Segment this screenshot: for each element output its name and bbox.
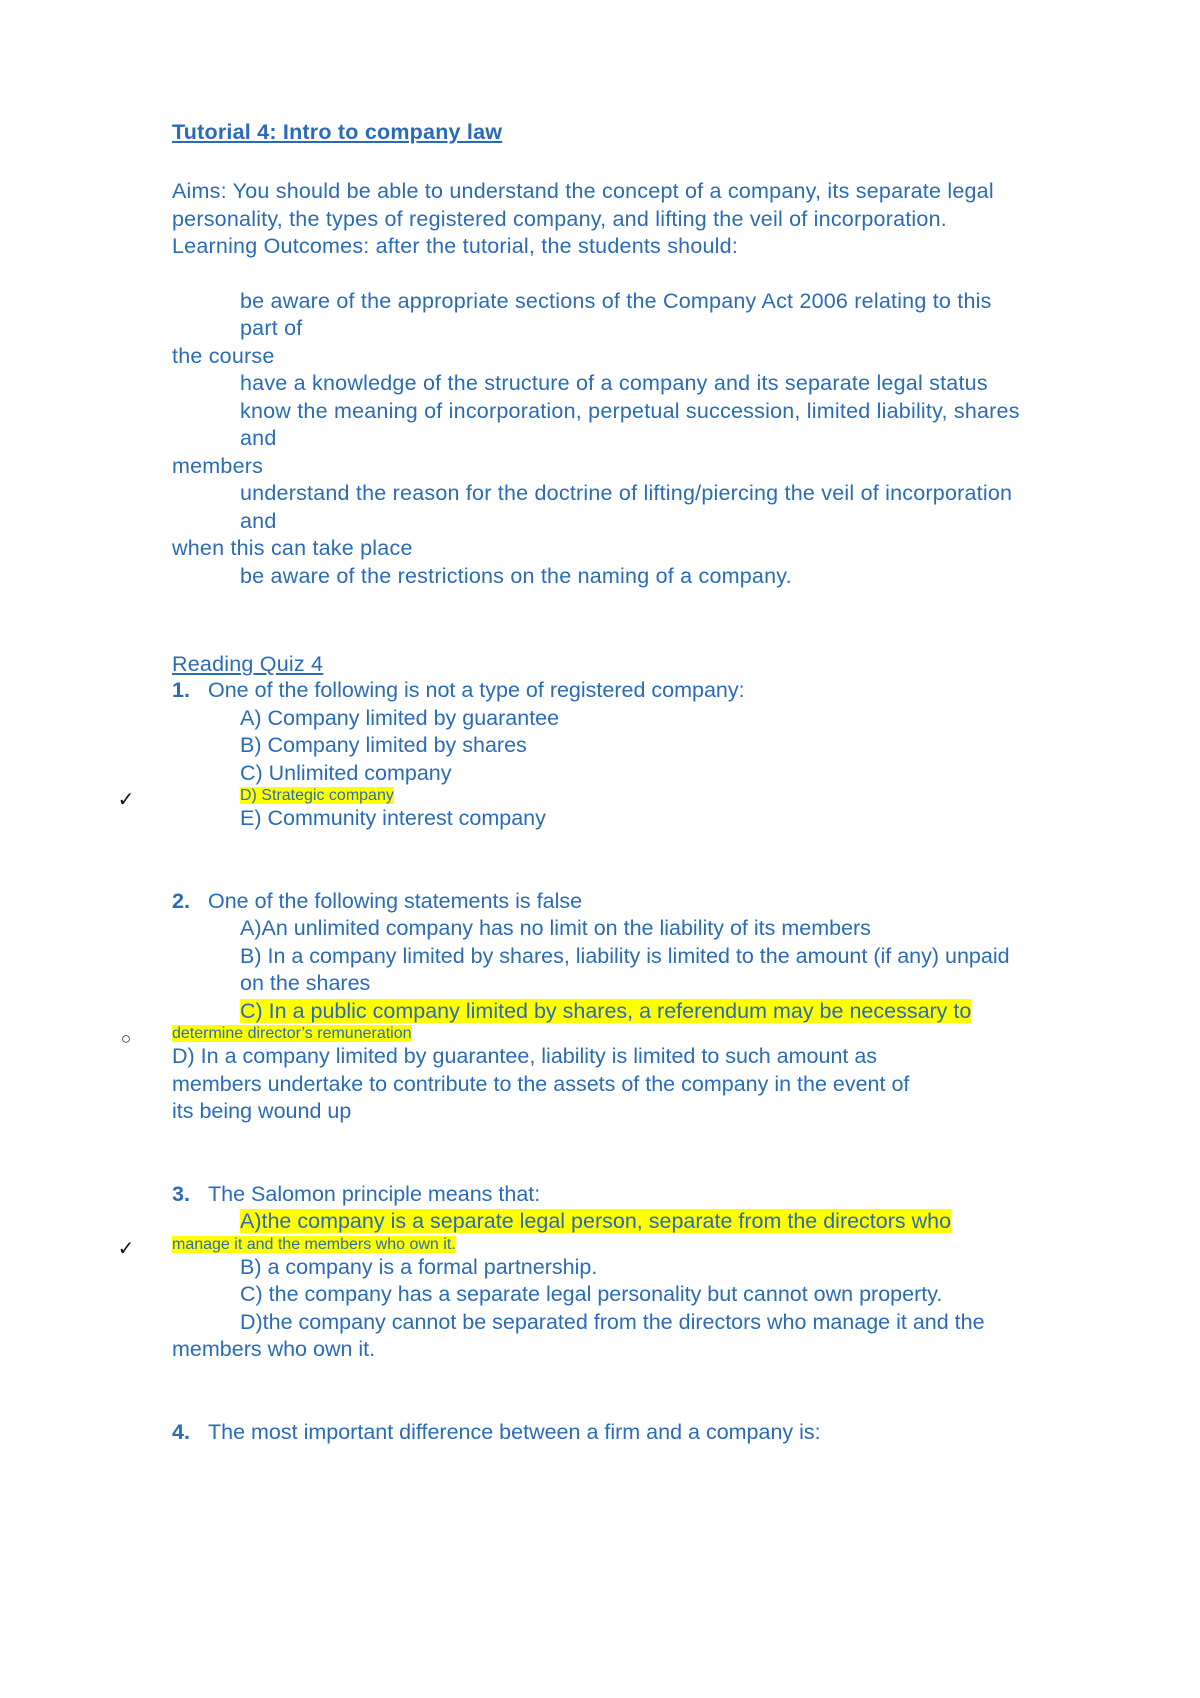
question-2-option-d-line-3: its being wound up (172, 1099, 352, 1123)
question-3-option-a-label: A)the company is a separate legal person, separate from the directors who (240, 1209, 952, 1233)
aims-paragraph (172, 178, 1050, 261)
question-1 (172, 677, 1050, 705)
learning-outcomes-list (172, 288, 1050, 591)
question-2-option-c-line-1 (240, 998, 1050, 1026)
question-1-option-a: A) Company limited by guarantee (240, 705, 560, 730)
reading-quiz-heading: Reading Quiz 4 (172, 652, 324, 676)
outcome-1-line-3: the course (172, 343, 275, 368)
check-icon: ✓ (117, 1237, 135, 1260)
question-1-option-d (117, 787, 1050, 811)
question-2-option-a: A)An unlimited company has no limit on the liability of its members (240, 916, 871, 940)
spacer (172, 1126, 1050, 1181)
question-3-prompt: The Salomon principle means that: (208, 1181, 541, 1206)
question-2-option-b-line-2: on the shares (240, 971, 371, 995)
question-3-option-a-line-2 (117, 1235, 1050, 1260)
check-icon: ✓ (117, 789, 135, 811)
outcome-2-line-1: have a knowledge of the structure of a company and its separate legal status (240, 371, 988, 395)
outcome-4-line-2: and (240, 508, 277, 533)
spacer (172, 590, 1050, 652)
question-2-option-b-line-1: B) In a company limited by shares, liability is limited to the amount (if any) unpaid (240, 943, 1010, 968)
outcome-4-line-1: understand the reason for the doctrine of lifting/piercing the veil of incorporation (240, 481, 1013, 505)
outcome-3-line-2: and (240, 426, 277, 450)
question-3-option-a-label-cont: manage it and the members who own it. (172, 1235, 456, 1253)
question-2-option-d-line-1: D) In a company limited by guarantee, liability is limited to such amount as (172, 1044, 878, 1068)
question-4-prompt: The most important difference between a firm and a company is: (208, 1419, 821, 1444)
question-1-option-d-label: D) Strategic company (240, 787, 394, 804)
question-1-prompt: One of the following is not a type of registered company: (208, 678, 745, 702)
question-3-option-c: C) the company has a separate legal personality but cannot own property. (240, 1282, 943, 1306)
spacer (172, 261, 1050, 288)
question-3-number: 3. (172, 1181, 190, 1206)
question-4-number: 4. (172, 1419, 190, 1444)
question-3-option-b: B) a company is a formal partnership. (240, 1254, 598, 1279)
outcome-1-line-1: be aware of the appropriate sections of the Company Act 2006 relating to this (240, 288, 992, 313)
question-1-option-b: B) Company limited by shares (240, 733, 527, 757)
outcome-4-line-3: when this can take place (172, 536, 413, 560)
question-1-option-e: E) Community interest company (240, 806, 546, 830)
aims-line-2: personality, the types of registered company, and lifting the veil of incorporation. (172, 206, 947, 231)
question-1-number: 1. (172, 678, 190, 702)
question-2-option-d-line-2: members undertake to contribute to the assets of the company in the event of (172, 1071, 910, 1096)
aims-line-3: Learning Outcomes: after the tutorial, the students should: (172, 234, 739, 258)
question-2-option-c-label: C) In a public company limited by shares, a referendum may be necessary to (240, 998, 972, 1023)
spacer (172, 833, 1050, 888)
question-3 (172, 1181, 1050, 1209)
outcome-3-line-1: know the meaning of incorporation, perpetual succession, limited liability, shares (240, 398, 1020, 423)
question-3-option-a-line-1 (240, 1208, 1050, 1236)
outcome-1-line-2: part of (240, 316, 303, 340)
question-2 (172, 888, 1050, 916)
question-2-option-c-label-cont: determine director’s remuneration (172, 1025, 412, 1042)
aims-line-1: Aims: You should be able to understand the concept of a company, its separate legal (172, 179, 994, 203)
question-2-number: 2. (172, 888, 190, 913)
outcome-5-line-1: be aware of the restrictions on the naming of a company. (240, 563, 792, 588)
question-2-option-c-line-2 (120, 1025, 1050, 1048)
page-title: Tutorial 4: Intro to company law (172, 120, 503, 144)
question-2-prompt: One of the following statements is false (208, 888, 583, 913)
question-3-option-d-line-1: D)the company cannot be separated from the directors who manage it and the (240, 1309, 985, 1334)
question-1-option-c: C) Unlimited company (240, 760, 452, 785)
question-4 (172, 1419, 1050, 1447)
spacer (172, 1364, 1050, 1419)
outcome-3-line-3: members (172, 453, 264, 478)
circle-bullet-icon: ○ (120, 1029, 132, 1048)
question-3-option-d-line-2: members who own it. (172, 1337, 376, 1361)
